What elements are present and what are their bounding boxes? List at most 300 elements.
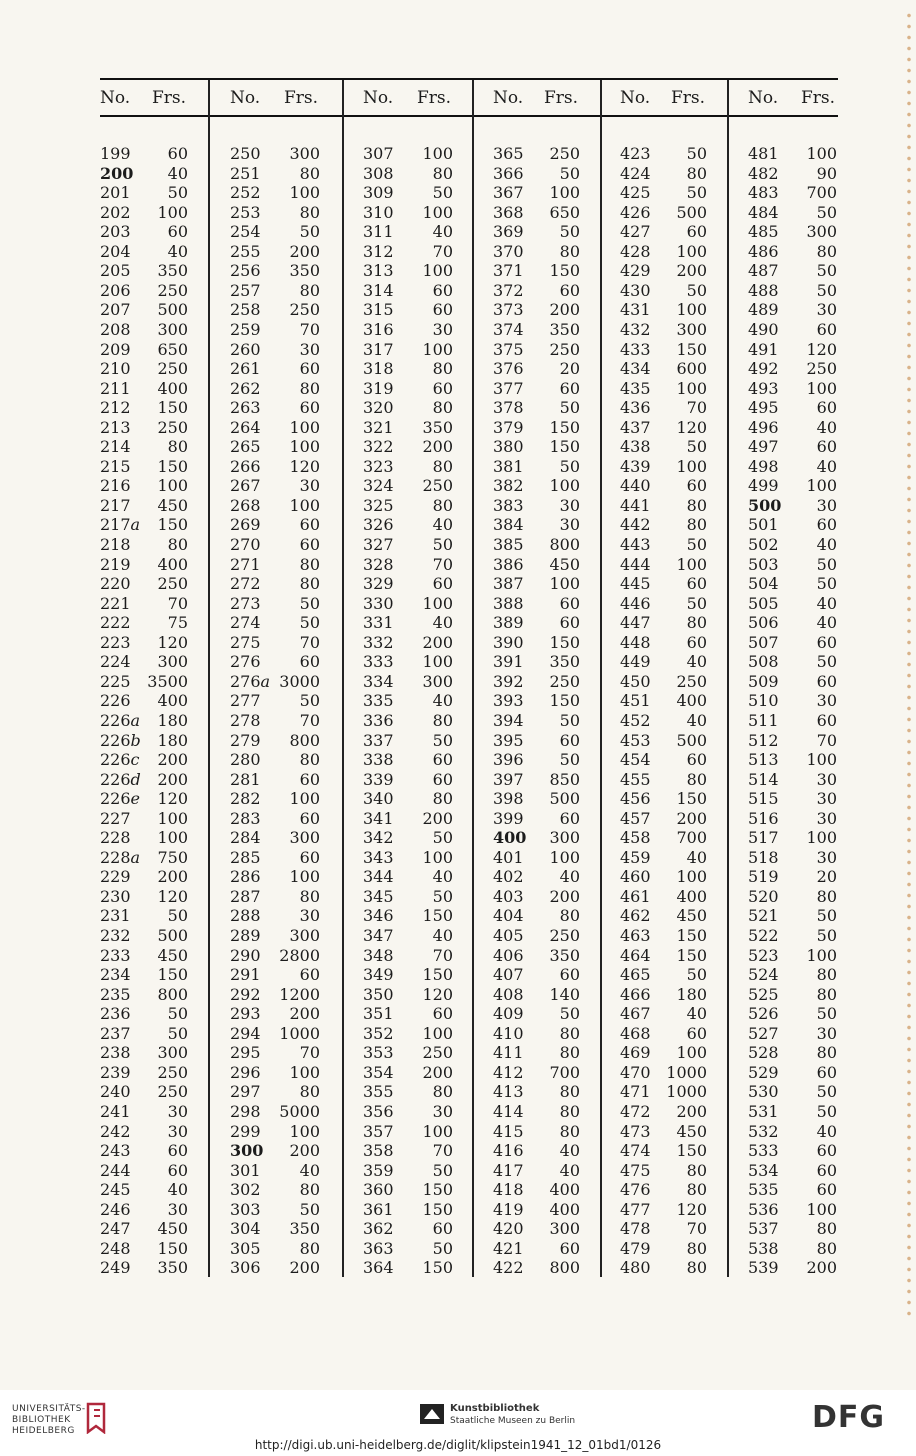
- lot-number: 256: [230, 261, 261, 281]
- lot-number: 481: [748, 144, 779, 163]
- lot-number: 472: [620, 1101, 651, 1121]
- lot-number: 331: [363, 613, 394, 633]
- lot-number: 477: [620, 1199, 651, 1219]
- price-francs: 50: [686, 535, 707, 554]
- price-francs: 80: [559, 241, 580, 261]
- price-francs: 750: [157, 847, 188, 867]
- price-francs: 60: [559, 808, 580, 828]
- lot-number: 469: [620, 1043, 651, 1063]
- lot-number: 438: [620, 437, 651, 457]
- price-francs: 60: [816, 1062, 837, 1082]
- lot-number: 254: [230, 222, 261, 242]
- price-francs: 300: [549, 828, 580, 848]
- price-francs: 60: [686, 222, 707, 242]
- price-francs: 60: [559, 280, 580, 300]
- lot-number: 364: [363, 1258, 394, 1278]
- lot-number: 377: [493, 378, 524, 398]
- price-francs: 200: [422, 808, 453, 828]
- price-francs: 100: [289, 495, 320, 515]
- lot-number: 269: [230, 515, 261, 535]
- lot-number: 316: [363, 319, 394, 339]
- lot-number: 505: [748, 593, 779, 613]
- lot-number: 303: [230, 1199, 261, 1219]
- lot-number: 229: [100, 867, 131, 887]
- header-no: No.: [100, 88, 131, 108]
- price-francs: 30: [167, 1199, 188, 1219]
- lot-number: 270: [230, 535, 261, 554]
- price-francs: 80: [686, 769, 707, 789]
- price-francs: 400: [676, 886, 707, 906]
- lot-number: 514: [748, 769, 779, 789]
- price-francs: 60: [686, 574, 707, 594]
- lot-number: 435: [620, 378, 651, 398]
- lot-number: 315: [363, 300, 394, 320]
- lot-number: 436: [620, 398, 651, 418]
- lot-number: 480: [620, 1258, 651, 1278]
- kunstbibliothek-logo-icon: [420, 1404, 444, 1424]
- dfg-logo: DFG: [812, 1400, 886, 1435]
- lot-number: 243: [100, 1141, 131, 1161]
- lot-number: 226c: [100, 750, 140, 770]
- price-francs: 60: [816, 632, 837, 652]
- lot-number: 461: [620, 886, 651, 906]
- lot-number: 489: [748, 300, 779, 320]
- lot-number: 409: [493, 1004, 524, 1024]
- lot-number: 281: [230, 769, 261, 789]
- lot-number: 380: [493, 437, 524, 457]
- lot-number: 238: [100, 1043, 131, 1063]
- lot-number: 337: [363, 730, 394, 750]
- header-frs: Frs.: [152, 88, 187, 108]
- price-francs: 40: [686, 1004, 707, 1024]
- lot-number: 245: [100, 1180, 131, 1200]
- price-francs: 50: [816, 554, 837, 574]
- price-francs: 150: [676, 926, 707, 945]
- price-francs: 80: [686, 495, 707, 515]
- price-francs: 200: [422, 437, 453, 457]
- price-francs: 120: [676, 1199, 707, 1219]
- price-francs: 600: [676, 359, 707, 379]
- price-francs: 100: [289, 437, 320, 457]
- lot-number: 208: [100, 319, 131, 339]
- price-francs: 30: [432, 1101, 453, 1121]
- price-francs: 60: [299, 515, 320, 535]
- lot-number: 311: [363, 222, 394, 242]
- lot-number: 239: [100, 1062, 131, 1082]
- price-francs: 250: [157, 1082, 188, 1102]
- lot-number: 296: [230, 1062, 261, 1082]
- lot-number: 443: [620, 535, 651, 554]
- lot-number: 336: [363, 710, 394, 730]
- lot-number: 499: [748, 476, 779, 496]
- lot-number: 335: [363, 691, 394, 711]
- price-francs: 250: [676, 671, 707, 691]
- price-francs: 50: [167, 1023, 188, 1043]
- lot-number: 513: [748, 750, 779, 770]
- header-frs: Frs.: [671, 88, 706, 108]
- price-francs: 100: [157, 808, 188, 828]
- price-francs: 50: [816, 926, 837, 945]
- lot-number: 413: [493, 1082, 524, 1102]
- price-francs: 60: [686, 632, 707, 652]
- price-francs: 50: [299, 593, 320, 613]
- price-francs: 80: [432, 1082, 453, 1102]
- price-francs: 60: [686, 750, 707, 770]
- price-francs: 350: [289, 261, 320, 281]
- lot-number: 307: [363, 144, 394, 163]
- price-francs: 60: [299, 769, 320, 789]
- price-francs: 500: [157, 926, 188, 945]
- price-francs: 150: [422, 965, 453, 985]
- price-francs: 60: [432, 1219, 453, 1239]
- lot-number: 519: [748, 867, 779, 887]
- lot-number: 500: [748, 495, 782, 515]
- lot-number: 464: [620, 945, 651, 965]
- price-francs: 800: [549, 1258, 580, 1278]
- lot-number: 276a: [230, 671, 271, 691]
- price-francs: 300: [289, 828, 320, 848]
- lot-number: 332: [363, 632, 394, 652]
- header-no: No.: [363, 88, 394, 108]
- price-francs: 100: [422, 261, 453, 281]
- lot-number: 231: [100, 906, 131, 926]
- price-francs: 400: [549, 1180, 580, 1200]
- university-library-logo-icon: [84, 1402, 110, 1434]
- lot-number: 531: [748, 1101, 779, 1121]
- price-francs: 100: [422, 1121, 453, 1141]
- lot-number: 521: [748, 906, 779, 926]
- lot-number: 452: [620, 710, 651, 730]
- price-francs: 80: [559, 906, 580, 926]
- price-francs: 30: [816, 1023, 837, 1043]
- price-francs: 1000: [666, 1082, 707, 1102]
- lot-number: 406: [493, 945, 524, 965]
- price-francs: 70: [299, 1043, 320, 1063]
- price-francs: 80: [816, 1219, 837, 1239]
- lot-number: 393: [493, 691, 524, 711]
- price-francs: 60: [299, 535, 320, 554]
- lot-number: 255: [230, 241, 261, 261]
- price-francs: 250: [806, 359, 837, 379]
- price-francs: 300: [676, 319, 707, 339]
- price-francs: 60: [167, 1141, 188, 1161]
- price-francs: 80: [299, 1180, 320, 1200]
- lot-number: 228a: [100, 847, 141, 867]
- lot-number: 321: [363, 417, 394, 437]
- price-francs: 50: [559, 222, 580, 242]
- price-francs: 100: [806, 750, 837, 770]
- price-francs: 150: [676, 339, 707, 359]
- price-francs: 400: [549, 1199, 580, 1219]
- price-francs: 90: [816, 163, 837, 183]
- lot-number: 475: [620, 1160, 651, 1180]
- price-francs: 60: [686, 476, 707, 496]
- lot-number: 338: [363, 750, 394, 770]
- price-francs: 50: [816, 261, 837, 281]
- lot-number: 203: [100, 222, 131, 242]
- price-francs: 1000: [666, 1062, 707, 1082]
- price-francs: 150: [157, 398, 188, 418]
- lot-number: 352: [363, 1023, 394, 1043]
- price-francs: 250: [157, 280, 188, 300]
- lot-number: 388: [493, 593, 524, 613]
- price-francs: 500: [676, 202, 707, 222]
- price-francs: 60: [432, 750, 453, 770]
- lot-number: 488: [748, 280, 779, 300]
- price-francs: 450: [157, 945, 188, 965]
- price-francs: 80: [299, 378, 320, 398]
- price-francs: 80: [559, 1043, 580, 1063]
- price-francs: 60: [432, 300, 453, 320]
- price-francs: 250: [157, 417, 188, 437]
- lot-number: 502: [748, 535, 779, 554]
- price-francs: 40: [559, 1160, 580, 1180]
- lot-number: 204: [100, 241, 131, 261]
- price-francs: 80: [686, 163, 707, 183]
- price-francs: 850: [549, 769, 580, 789]
- price-francs: 300: [549, 1219, 580, 1239]
- price-francs: 100: [422, 847, 453, 867]
- price-francs: 50: [559, 456, 580, 476]
- lot-number: 211: [100, 378, 131, 398]
- lot-number: 343: [363, 847, 394, 867]
- price-francs: 80: [432, 789, 453, 809]
- price-francs: 700: [676, 828, 707, 848]
- lot-number: 342: [363, 828, 394, 848]
- source-url[interactable]: http://digi.ub.uni-heidelberg.de/diglit/klipstein1941_12_01bd1/0126: [254, 1438, 662, 1452]
- price-francs: 50: [432, 886, 453, 906]
- lot-number: 207: [100, 300, 131, 320]
- lot-number: 320: [363, 398, 394, 418]
- lot-number: 471: [620, 1082, 651, 1102]
- price-francs: 350: [157, 1258, 188, 1278]
- lot-number: 426: [620, 202, 651, 222]
- lot-number: 329: [363, 574, 394, 594]
- lot-number: 508: [748, 652, 779, 672]
- price-francs: 70: [432, 554, 453, 574]
- price-francs: 2800: [279, 945, 320, 965]
- price-francs: 70: [432, 945, 453, 965]
- lot-number: 401: [493, 847, 524, 867]
- price-francs: 150: [422, 1199, 453, 1219]
- price-francs: 40: [432, 222, 453, 242]
- lot-number: 246: [100, 1199, 131, 1219]
- price-francs: 40: [816, 535, 837, 554]
- price-francs: 60: [816, 1160, 837, 1180]
- price-francs: 40: [167, 241, 188, 261]
- lot-number: 274: [230, 613, 261, 633]
- price-francs: 700: [806, 183, 837, 203]
- price-francs: 200: [806, 1258, 837, 1278]
- price-francs: 50: [432, 183, 453, 203]
- lot-number: 355: [363, 1082, 394, 1102]
- price-francs: 80: [686, 1160, 707, 1180]
- price-francs: 150: [157, 965, 188, 985]
- lot-number: 454: [620, 750, 651, 770]
- lot-number: 293: [230, 1004, 261, 1024]
- lot-number: 425: [620, 183, 651, 203]
- price-francs: 200: [422, 632, 453, 652]
- price-francs: 80: [559, 1121, 580, 1141]
- price-francs: 80: [299, 1238, 320, 1258]
- price-francs: 80: [816, 1238, 837, 1258]
- lot-number: 344: [363, 867, 394, 887]
- price-francs: 200: [289, 241, 320, 261]
- lot-number: 529: [748, 1062, 779, 1082]
- price-francs: 50: [299, 222, 320, 242]
- lot-number: 535: [748, 1180, 779, 1200]
- price-francs: 50: [432, 535, 453, 554]
- lot-number: 457: [620, 808, 651, 828]
- price-francs: 300: [289, 144, 320, 163]
- lot-number: 427: [620, 222, 651, 242]
- price-francs: 50: [686, 183, 707, 203]
- price-francs: 30: [167, 1101, 188, 1121]
- price-francs: 50: [559, 750, 580, 770]
- price-francs: 400: [157, 554, 188, 574]
- price-francs: 250: [549, 144, 580, 163]
- lot-number: 324: [363, 476, 394, 496]
- price-francs: 40: [686, 710, 707, 730]
- lot-number: 308: [363, 163, 394, 183]
- price-francs: 60: [167, 222, 188, 242]
- price-francs: 100: [676, 867, 707, 887]
- price-francs: 800: [549, 535, 580, 554]
- price-francs: 120: [157, 632, 188, 652]
- price-francs: 60: [559, 965, 580, 985]
- lot-number: 527: [748, 1023, 779, 1043]
- lot-number: 287: [230, 886, 261, 906]
- lot-number: 384: [493, 515, 524, 535]
- price-francs: 50: [816, 652, 837, 672]
- lot-number: 237: [100, 1023, 131, 1043]
- price-francs: 250: [422, 1043, 453, 1063]
- price-francs: 80: [559, 1082, 580, 1102]
- price-francs: 60: [816, 398, 837, 418]
- price-francs: 80: [432, 710, 453, 730]
- lot-number: 512: [748, 730, 779, 750]
- lot-number: 367: [493, 183, 524, 203]
- lot-number: 271: [230, 554, 261, 574]
- lot-number: 379: [493, 417, 524, 437]
- lot-number: 396: [493, 750, 524, 770]
- price-francs: 20: [559, 359, 580, 379]
- lot-number: 214: [100, 437, 131, 457]
- lot-number: 234: [100, 965, 131, 985]
- lot-number: 313: [363, 261, 394, 281]
- price-francs: 800: [289, 730, 320, 750]
- kunstbibliothek-name: Kunstbibliothek: [450, 1403, 540, 1414]
- price-francs: 70: [299, 710, 320, 730]
- lot-number: 530: [748, 1082, 779, 1102]
- kunstbibliothek-subtitle: Staatliche Museen zu Berlin: [450, 1416, 576, 1426]
- lot-number: 283: [230, 808, 261, 828]
- lot-number: 333: [363, 652, 394, 672]
- lot-number: 261: [230, 359, 261, 379]
- column-divider: [208, 80, 210, 1277]
- lot-number: 373: [493, 300, 524, 320]
- price-francs: 100: [806, 828, 837, 848]
- lot-number: 496: [748, 417, 779, 437]
- price-francs: 30: [299, 339, 320, 359]
- lot-number: 533: [748, 1141, 779, 1161]
- price-francs: 60: [299, 652, 320, 672]
- price-francs: 350: [549, 945, 580, 965]
- price-francs: 300: [157, 319, 188, 339]
- price-francs: 450: [676, 1121, 707, 1141]
- lot-number: 354: [363, 1062, 394, 1082]
- price-francs: 50: [816, 906, 837, 926]
- lot-number: 528: [748, 1043, 779, 1063]
- lot-number: 209: [100, 339, 131, 359]
- lot-number: 451: [620, 691, 651, 711]
- price-francs: 80: [299, 1082, 320, 1102]
- price-francs: 180: [676, 984, 707, 1004]
- price-francs: 50: [686, 965, 707, 985]
- price-francs: 150: [157, 456, 188, 476]
- price-francs: 60: [816, 319, 837, 339]
- price-francs: 60: [432, 769, 453, 789]
- lot-number: 417: [493, 1160, 524, 1180]
- price-francs: 3500: [147, 671, 188, 691]
- price-francs: 250: [289, 300, 320, 320]
- price-francs: 70: [167, 593, 188, 613]
- price-francs: 3000: [279, 671, 320, 691]
- lot-number: 284: [230, 828, 261, 848]
- price-francs: 120: [676, 417, 707, 437]
- lot-number: 498: [748, 456, 779, 476]
- lot-number: 389: [493, 613, 524, 633]
- price-francs: 40: [167, 1180, 188, 1200]
- lot-number: 460: [620, 867, 651, 887]
- lot-number: 391: [493, 652, 524, 672]
- price-francs: 120: [157, 886, 188, 906]
- price-francs: 200: [289, 1004, 320, 1024]
- price-francs: 120: [289, 456, 320, 476]
- price-francs: 60: [816, 710, 837, 730]
- price-francs: 60: [432, 1004, 453, 1024]
- lot-number: 301: [230, 1160, 261, 1180]
- lot-number: 360: [363, 1180, 394, 1200]
- lot-number: 405: [493, 926, 524, 945]
- price-francs: 250: [157, 574, 188, 594]
- price-francs: 80: [299, 574, 320, 594]
- lot-number: 215: [100, 456, 131, 476]
- price-francs: 150: [422, 1258, 453, 1278]
- price-francs: 50: [299, 1199, 320, 1219]
- price-francs: 50: [559, 398, 580, 418]
- uni-logo-line2: BIBLIOTHEK: [12, 1415, 71, 1425]
- price-francs: 120: [422, 984, 453, 1004]
- price-francs: 80: [816, 241, 837, 261]
- lot-number: 374: [493, 319, 524, 339]
- price-francs: 50: [559, 163, 580, 183]
- price-francs: 450: [676, 906, 707, 926]
- price-francs: 200: [157, 769, 188, 789]
- lot-number: 424: [620, 163, 651, 183]
- lot-number: 240: [100, 1082, 131, 1102]
- price-francs: 650: [549, 202, 580, 222]
- column-divider: [600, 80, 602, 1277]
- header-no: No.: [230, 88, 261, 108]
- lot-number: 232: [100, 926, 131, 945]
- price-francs: 700: [549, 1062, 580, 1082]
- lot-number: 262: [230, 378, 261, 398]
- price-francs: 100: [676, 300, 707, 320]
- price-francs: 60: [559, 378, 580, 398]
- lot-number: 317: [363, 339, 394, 359]
- price-francs: 40: [816, 417, 837, 437]
